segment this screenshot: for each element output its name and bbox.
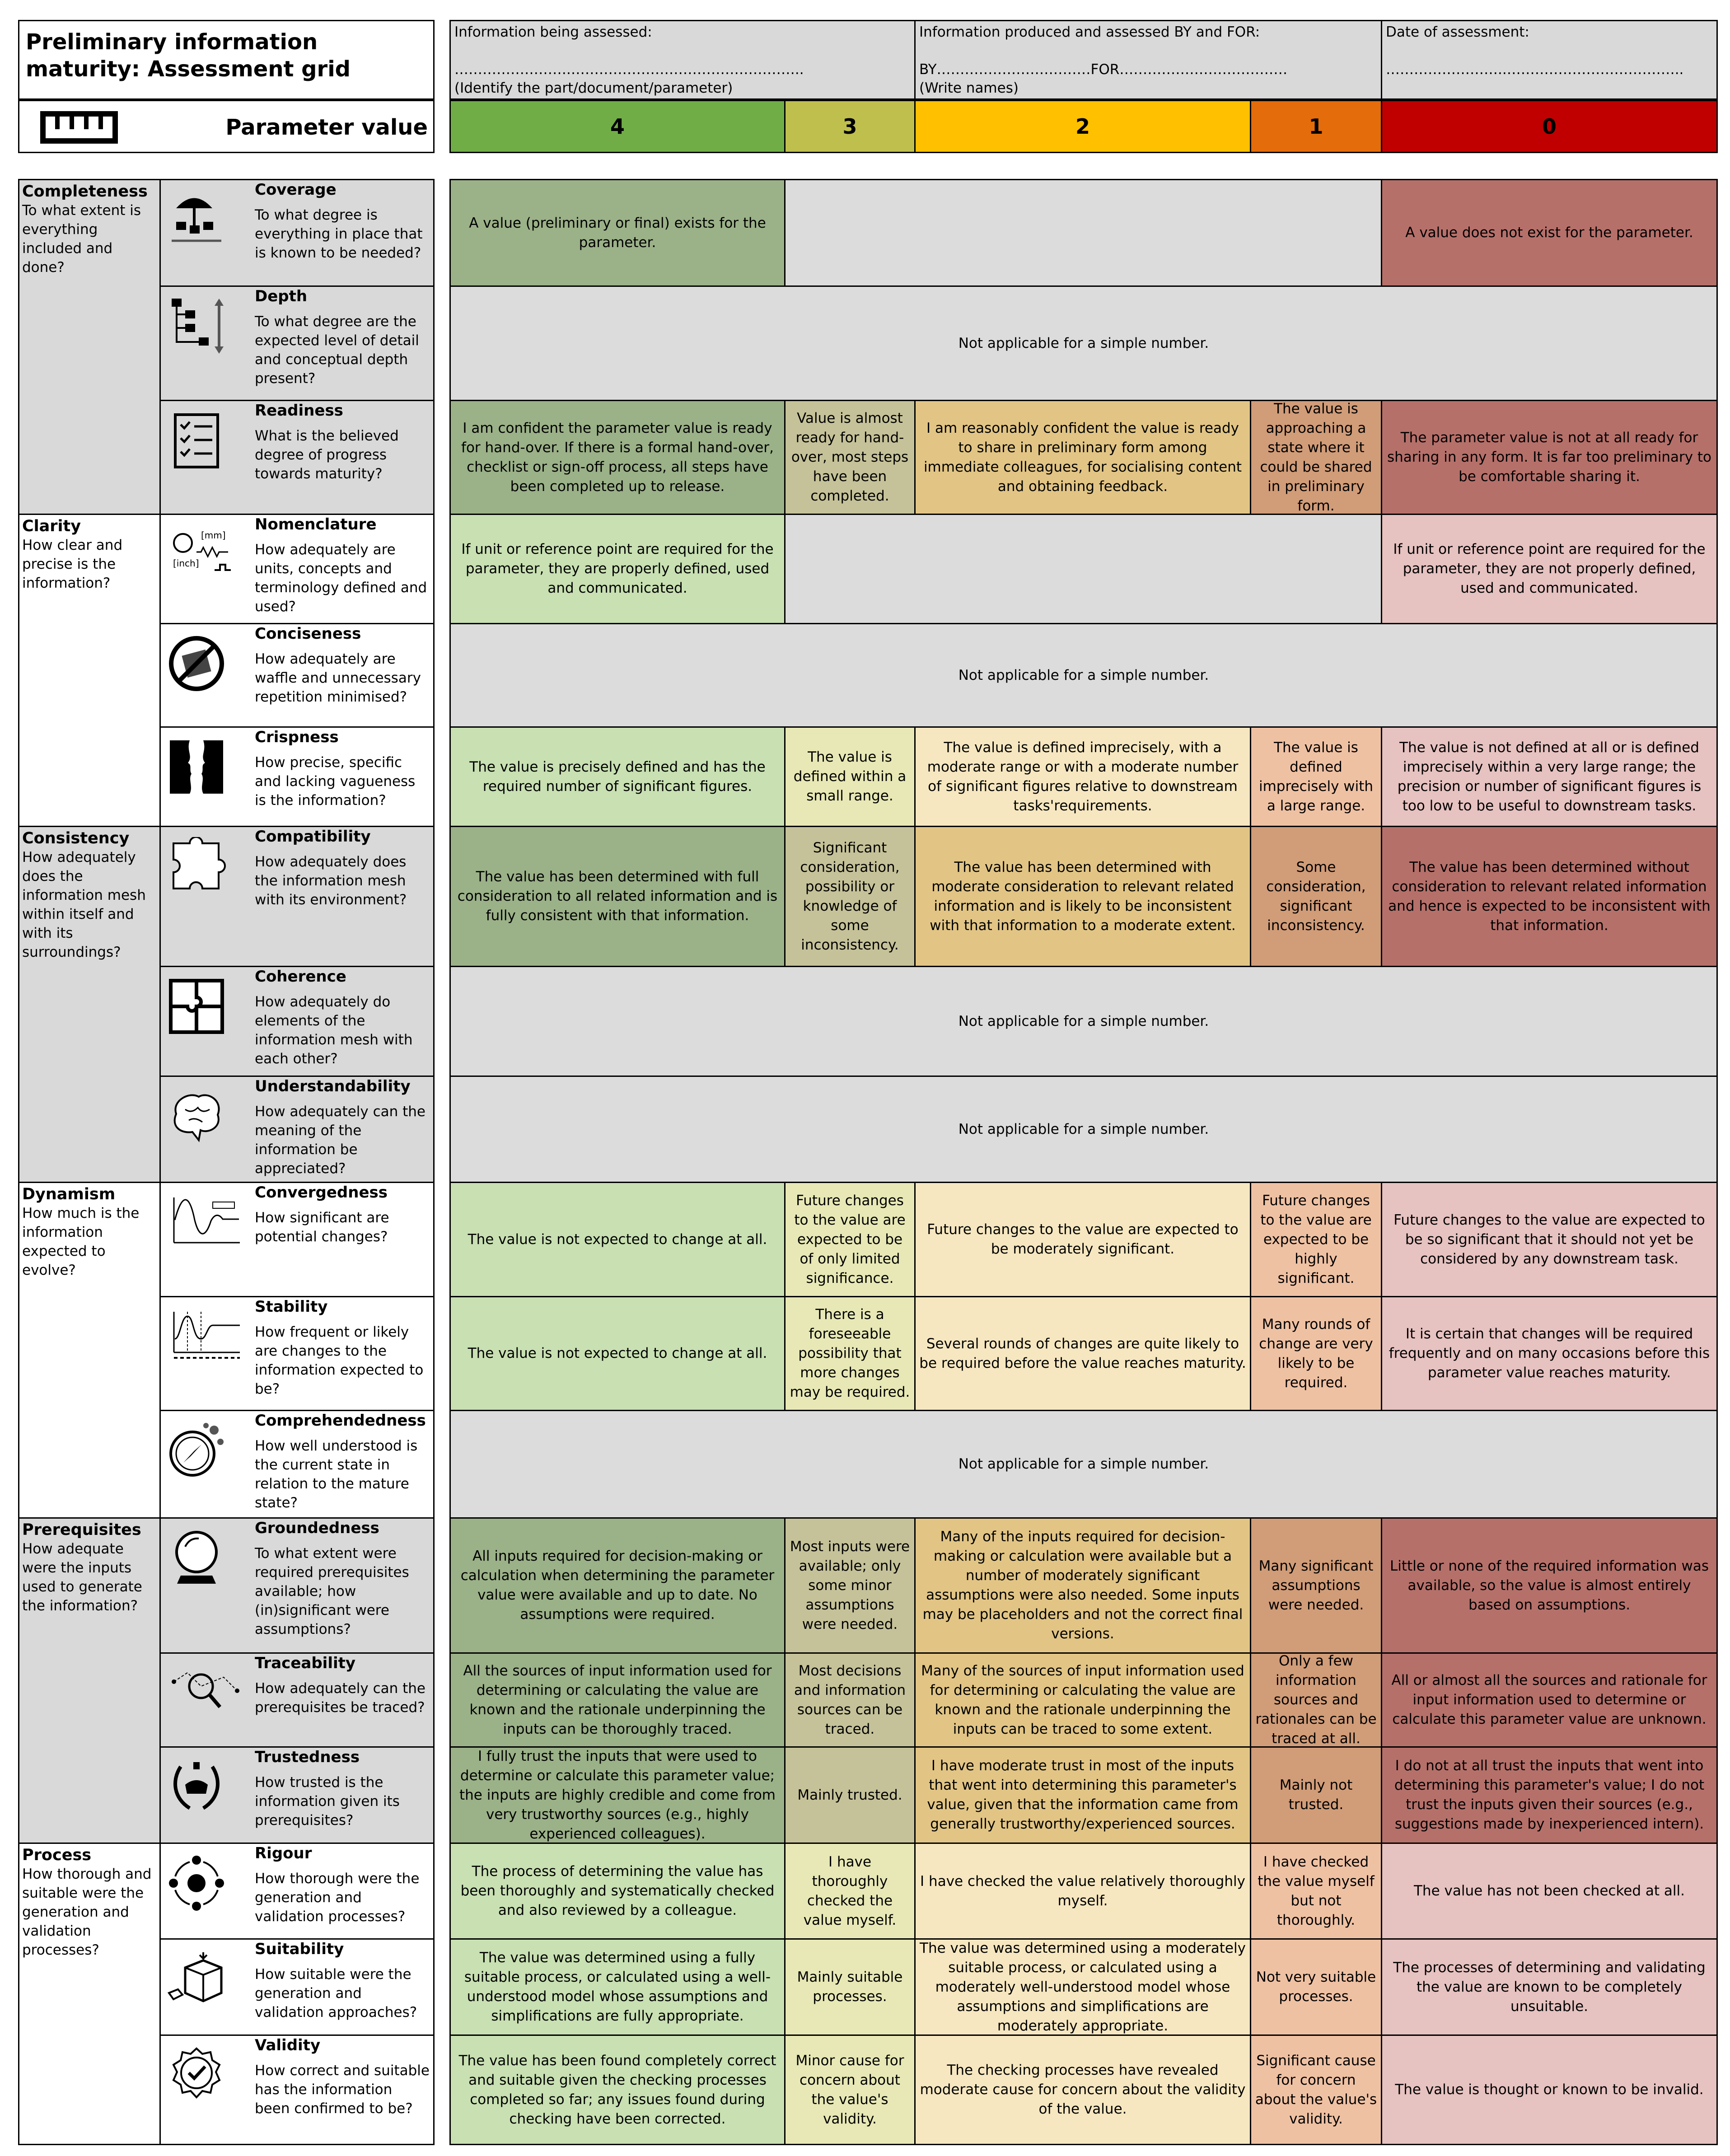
criterion-question: How adequately do elements of the information mesh with each other?: [255, 994, 413, 1067]
cell-text: Not applicable for a simple number.: [958, 1013, 1209, 1029]
cell-groundedness-2[interactable]: [914, 1517, 1251, 1654]
info-assessed-box[interactable]: [449, 20, 916, 100]
cell-text: The value has been determined without consideration to relevant related information and hence is expected to be inconsistent with that information.: [1388, 859, 1711, 934]
criterion-coherence: [159, 966, 435, 1077]
cell-text: The value is not expected to change at all.: [468, 1345, 767, 1361]
cell-coherence-na[interactable]: [449, 966, 1718, 1077]
cell-validity-1[interactable]: [1250, 2034, 1382, 2145]
process-cycle-icon: [167, 1854, 226, 1913]
criterion-stability: [159, 1296, 435, 1411]
cell-text: Many of the sources of input information used for determining or calculating the value are known and the rationale underpinning the inputs can be traced to some extent.: [921, 1662, 1244, 1737]
puzzle-piece-icon: [167, 837, 226, 896]
category-clarity: [18, 514, 161, 827]
cell-conciseness-na[interactable]: [449, 623, 1718, 728]
cell-text: Most decisions and information sources can be traced.: [794, 1662, 906, 1737]
criterion-question: To what degree is everything in place that is known to be needed?: [255, 207, 423, 261]
category-name: Dynamism: [22, 1185, 116, 1203]
cell-nomenclature-empty[interactable]: [784, 514, 1382, 624]
criterion-question: How precise, specific and lacking vagueness is the information?: [255, 754, 416, 809]
cell-readiness-4[interactable]: [449, 400, 786, 515]
cell-text: If unit or reference point are required for the parameter, they are properly defined, used and communicated.: [461, 541, 774, 596]
criterion-question: How adequately can the meaning of the information be appreciated?: [255, 1104, 426, 1177]
criterion-name: Coherence: [255, 968, 346, 986]
info-by-for-label: Information produced and assessed BY and FOR:: [919, 24, 1260, 40]
cell-trustedness-0[interactable]: [1381, 1746, 1718, 1844]
cell-text: A value (preliminary or final) exists for the parameter.: [469, 215, 766, 251]
cell-stability-4[interactable]: [449, 1296, 786, 1411]
criterion-question: To what extent were required prerequisites available; how (in)significant were assumptions?: [255, 1545, 409, 1637]
page-title: [26, 28, 351, 83]
category-question: How adequate were the inputs used to generate the information?: [22, 1541, 142, 1614]
cell-text: I am reasonably confident the value is ready to share in preliminary form among immediate colleagues, for socialising content and obtaining feedback.: [923, 420, 1242, 495]
score-2: [914, 100, 1251, 153]
cell-text: The checking processes have revealed moderate cause for concern about the validity of the value.: [920, 2062, 1246, 2117]
cell-suitability-1[interactable]: [1250, 1938, 1382, 2036]
cell-text: Many significant assumptions were needed.: [1258, 1557, 1374, 1613]
criterion-trustedness: [159, 1746, 435, 1844]
criterion-question: How thorough were the generation and validation processes?: [255, 1871, 420, 1925]
cell-text: Significant consideration, possibility or knowledge of some inconsistency.: [800, 839, 900, 953]
score-4-label: 4: [610, 114, 625, 139]
cell-compatibility-4[interactable]: [449, 826, 786, 967]
box-fit-icon: [167, 1950, 226, 2008]
cell-rigour-4[interactable]: [449, 1843, 786, 1940]
cell-validity-3[interactable]: [784, 2034, 916, 2145]
cell-text: All inputs required for decision-making or calculation when determining the parameter value were available and up to date. No assumptions were required.: [460, 1548, 775, 1623]
criterion-name: Compatibility: [255, 828, 371, 846]
criterion-question: How adequately are waffle and unnecessary repetition minimised?: [255, 651, 421, 705]
cell-rigour-2[interactable]: [914, 1843, 1251, 1940]
cell-suitability-2[interactable]: [914, 1938, 1251, 2036]
cell-compatibility-2[interactable]: [914, 826, 1251, 967]
parameter-box: [18, 100, 435, 153]
category-name: Prerequisites: [22, 1521, 141, 1539]
cell-text: The parameter value is not at all ready for sharing in any form. It is far too preliminary to be comfortable sharing it.: [1387, 430, 1712, 485]
criterion-question: How suitable were the generation and validation approaches?: [255, 1966, 417, 2020]
cell-compatibility-0[interactable]: [1381, 826, 1718, 967]
title-line-2: maturity: Assessment grid: [26, 56, 351, 82]
puzzle-grid-icon: [167, 977, 226, 1036]
cell-text: I have checked the value relatively thoroughly myself.: [920, 1873, 1245, 1909]
cell-convergedness-2[interactable]: [914, 1182, 1251, 1297]
category-name: Process: [22, 1846, 92, 1864]
criterion-name: Depth: [255, 287, 308, 305]
criterion-name: Readiness: [255, 402, 343, 420]
info-assessed-hint: (Identify the part/document/parameter): [454, 80, 733, 96]
check-badge-icon: [167, 2046, 226, 2105]
cell-groundedness-4[interactable]: [449, 1517, 786, 1654]
cell-text: The process of determining the value has been thoroughly and systematically checked and also reviewed by a colleague.: [460, 1863, 775, 1918]
changing-signal-icon: [167, 1307, 244, 1366]
cell-depth-na[interactable]: [449, 285, 1718, 401]
criterion-question: How trusted is the information given its prerequisites?: [255, 1774, 400, 1829]
cell-text: Minor cause for concern about the value's validity.: [795, 2052, 904, 2127]
cell-text: The value is defined within a small range.: [793, 749, 907, 804]
cell-suitability-3[interactable]: [784, 1938, 916, 2036]
criterion-nomenclature: [159, 514, 435, 624]
cell-rigour-3[interactable]: [784, 1843, 916, 1940]
criterion-name: Validity: [255, 2036, 321, 2054]
criterion-name: Stability: [255, 1298, 328, 1316]
criterion-name: Groundedness: [255, 1519, 379, 1537]
criterion-rigour: [159, 1843, 435, 1940]
criterion-question: How adequately are units, concepts and terminology defined and used?: [255, 542, 427, 615]
cell-groundedness-0[interactable]: [1381, 1517, 1718, 1654]
cell-crispness-0[interactable]: [1381, 726, 1718, 827]
cell-text: Future changes to the value are expected to be of only limited significance.: [794, 1192, 906, 1286]
cell-trustedness-4[interactable]: [449, 1746, 786, 1844]
score-3: [784, 100, 916, 153]
cell-validity-0[interactable]: [1381, 2034, 1718, 2145]
criterion-question: To what degree are the expected level of detail and conceptual depth present?: [255, 313, 419, 387]
date-label: Date of assessment:: [1386, 24, 1529, 40]
criterion-question: What is the believed degree of progress towards maturity?: [255, 428, 399, 482]
date-box[interactable]: [1381, 20, 1718, 100]
score-3-label: 3: [842, 114, 857, 139]
cell-readiness-2[interactable]: [914, 400, 1251, 515]
category-name: Completeness: [22, 182, 148, 201]
cell-rigour-1[interactable]: [1250, 1843, 1382, 1940]
category-dynamism: [18, 1182, 161, 1519]
cell-traceability-4[interactable]: [449, 1652, 786, 1748]
cell-coverage-empty[interactable]: [784, 179, 1382, 287]
category-question: How clear and precise is the information?: [22, 537, 123, 591]
criterion-question: How frequent or likely are changes to the information expected to be?: [255, 1324, 424, 1397]
svg-text:[inch]: [inch]: [173, 558, 199, 569]
cell-text: Future changes to the value are expected to be moderately significant.: [927, 1221, 1239, 1257]
cell-text: Not applicable for a simple number.: [958, 1121, 1209, 1137]
cell-nomenclature-4[interactable]: [449, 514, 786, 624]
cell-traceability-3[interactable]: [784, 1652, 916, 1748]
cell-comprehendedness-na[interactable]: [449, 1410, 1718, 1519]
cell-validity-2[interactable]: [914, 2034, 1251, 2145]
crystal-ball-icon: [167, 1529, 226, 1587]
category-question: To what extent is everything included and done?: [22, 202, 141, 276]
cell-text: I do not at all trust the inputs that went into determining this parameter's value; I do not trust the inputs given their sources (e.g., suggestions made by inexperienced intern).: [1394, 1758, 1705, 1832]
cell-text: I have moderate trust in most of the inputs that went into determining this parameter's value, given that the information came from generally trustworthy/experienced sources.: [927, 1758, 1239, 1832]
laurel-handshake-icon: [167, 1758, 226, 1816]
score-4: [449, 100, 786, 153]
criterion-name: Crispness: [255, 728, 339, 746]
cell-trustedness-2[interactable]: [914, 1746, 1251, 1844]
category-process: [18, 1843, 161, 2145]
criterion-question: How well understood is the current state in relation to the mature state?: [255, 1438, 418, 1511]
category-completeness: [18, 179, 161, 515]
ruler-icon: [39, 109, 119, 145]
criterion-question: How correct and suitable has the information been confirmed to be?: [255, 2062, 430, 2117]
criterion-understandability: [159, 1076, 435, 1183]
score-0: [1381, 100, 1718, 153]
cell-text: The processes of determining and validating the value are known to be completely unsuitable.: [1393, 1959, 1706, 2015]
info-assessed-label: Information being assessed:: [454, 24, 652, 40]
cell-readiness-1[interactable]: [1250, 400, 1382, 515]
category-name: Consistency: [22, 829, 130, 847]
criterion-depth: [159, 285, 435, 401]
cell-text: I have thoroughly checked the value myself.: [803, 1853, 897, 1928]
cell-trustedness-1[interactable]: [1250, 1746, 1382, 1844]
cell-text: Mainly not trusted.: [1279, 1777, 1353, 1813]
category-name: Clarity: [22, 517, 81, 535]
cell-stability-0[interactable]: [1381, 1296, 1718, 1411]
cell-text: Not applicable for a simple number.: [958, 667, 1209, 683]
criterion-crispness: [159, 726, 435, 827]
cell-convergedness-0[interactable]: [1381, 1182, 1718, 1297]
magnifier-trace-icon: [167, 1664, 244, 1722]
cell-text: Many rounds of change are very likely to be required.: [1259, 1316, 1373, 1391]
info-by-for-field[interactable]: BY……………………………FOR………………………………: [919, 61, 1288, 78]
category-prerequisites: [18, 1517, 161, 1844]
cell-stability-1[interactable]: [1250, 1296, 1382, 1411]
cell-rigour-0[interactable]: [1381, 1843, 1718, 1940]
criterion-conciseness: [159, 623, 435, 728]
cell-text: Some consideration, significant inconsistency.: [1266, 859, 1366, 934]
cell-text: Little or none of the required information was available, so the value is almost entirely based on assumptions.: [1390, 1557, 1709, 1613]
info-assessed-field[interactable]: …………………….…………………………………………..: [454, 61, 804, 78]
cell-text: The value is defined imprecisely with a large range.: [1258, 739, 1374, 814]
criterion-name: Understandability: [255, 1077, 411, 1095]
cell-text: All the sources of input information used for determining or calculating the value are known and the rationale underpinning the inputs can be thoroughly traced.: [463, 1662, 772, 1737]
cell-readiness-0[interactable]: [1381, 400, 1718, 515]
cell-text: A value does not exist for the parameter.: [1405, 224, 1693, 241]
cell-text: The value is not defined at all or is defined imprecisely within a very large range; the precision or number of significant figures is too low to be useful to downstream tasks.: [1397, 739, 1702, 814]
damped-wave-icon: [167, 1193, 244, 1252]
cell-compatibility-1[interactable]: [1250, 826, 1382, 967]
cell-suitability-0[interactable]: [1381, 1938, 1718, 2036]
cell-text: Future changes to the value are expected to be highly significant.: [1260, 1192, 1372, 1286]
cell-text: Not applicable for a simple number.: [958, 335, 1209, 351]
cell-coverage-4[interactable]: [449, 179, 786, 287]
cell-text: Future changes to the value are expected to be so significant that it should not yet be considered by any downstream task.: [1393, 1211, 1705, 1267]
checklist-icon: [167, 411, 226, 470]
cell-text: I am confident the parameter value is ready for hand-over. If there is a formal hand-over, checklist or sign-off process, all steps have been completed up to release.: [461, 420, 774, 495]
criterion-name: Nomenclature: [255, 515, 377, 533]
cell-text: Only a few information sources and rationales can be traced at all.: [1255, 1653, 1377, 1747]
cell-crispness-4[interactable]: [449, 726, 786, 827]
cell-stability-2[interactable]: [914, 1296, 1251, 1411]
cell-text: If unit or reference point are required for the parameter, they are not properly defined, used and communicated.: [1393, 541, 1706, 596]
criterion-groundedness: [159, 1517, 435, 1654]
info-by-for-box[interactable]: [914, 20, 1382, 100]
cell-traceability-1[interactable]: [1250, 1652, 1382, 1748]
criterion-name: Coverage: [255, 181, 337, 199]
cell-text: Several rounds of changes are quite likely to be required before the value reaches maturity.: [919, 1335, 1246, 1371]
cell-text: Mainly suitable processes.: [797, 1969, 903, 2005]
cell-text: The value was determined using a moderately suitable process, or calculated using a moderately well-understood model whose assumptions and simplifications are moderately appropriate.: [920, 1940, 1246, 2034]
compass-icon: [167, 1421, 226, 1480]
criterion-convergedness: [159, 1182, 435, 1297]
cell-text: The value has been found completely correct and suitable given the checking processes completed so far; any issues found during checking have been corrected.: [458, 2052, 776, 2127]
criterion-name: Convergedness: [255, 1183, 388, 1202]
category-question: How thorough and suitable were the generation and validation processes?: [22, 1866, 152, 1958]
cell-readiness-3[interactable]: [784, 400, 916, 515]
criterion-question: How adequately can the prerequisites be traced?: [255, 1680, 426, 1716]
cell-text: Many of the inputs required for decision-making or calculation were available but a number of moderately significant assumptions were also needed. Some inputs may be placeholders and not the correct final versions.: [922, 1529, 1243, 1642]
cell-traceability-2[interactable]: [914, 1652, 1251, 1748]
criterion-name: Comprehendedness: [255, 1412, 426, 1430]
title-box: [18, 20, 435, 100]
umbrella-coverage-icon: [167, 190, 226, 249]
criterion-validity: [159, 2034, 435, 2145]
cell-text: All or almost all the sources and rationale for input information used to determine or calculate this parameter value are unknown.: [1391, 1672, 1707, 1727]
category-consistency: [18, 826, 161, 1183]
hierarchy-depth-icon: [167, 297, 226, 355]
criterion-compatibility: [159, 826, 435, 967]
no-waffle-icon: [167, 634, 226, 693]
score-1: [1250, 100, 1382, 153]
cell-text: The value was determined using a fully suitable process, or calculated using a well-understood model whose assumptions and simplifications are fully appropriate.: [464, 1950, 771, 2024]
category-question: How adequately does the information mesh within itself and with its surroundings?: [22, 849, 146, 960]
cell-text: Not applicable for a simple number.: [958, 1456, 1209, 1472]
cell-crispness-3[interactable]: [784, 726, 916, 827]
cell-text: Mainly trusted.: [797, 1787, 902, 1803]
criterion-name: Conciseness: [255, 625, 361, 643]
cell-nomenclature-0[interactable]: [1381, 514, 1718, 624]
parameter-label: Parameter value: [225, 115, 428, 140]
cell-text: There is a foreseeable possibility that more changes may be required.: [790, 1306, 910, 1400]
score-2-label: 2: [1075, 114, 1090, 139]
cell-text: The value is precisely defined and has the required number of significant figures.: [469, 758, 766, 795]
cell-suitability-4[interactable]: [449, 1938, 786, 2036]
cell-groundedness-3[interactable]: [784, 1517, 916, 1654]
cell-crispness-2[interactable]: [914, 726, 1251, 827]
cell-text: Most inputs were available; only some minor assumptions were needed.: [790, 1538, 910, 1632]
brain-icon: [167, 1087, 226, 1146]
criterion-name: Rigour: [255, 1844, 312, 1862]
cell-text: The value is defined imprecisely, with a moderate range or with a moderate number of significant figures relative to downstream tasks'requirements.: [927, 739, 1239, 814]
criterion-name: Suitability: [255, 1940, 344, 1958]
cell-text: The value has been determined with full consideration to all related information and is fully consistent with that information.: [457, 869, 778, 924]
cell-text: I have checked the value myself but not thoroughly.: [1258, 1853, 1375, 1928]
criterion-suitability: [159, 1938, 435, 2036]
cell-crispness-1[interactable]: [1250, 726, 1382, 827]
cell-text: The value has been determined with moderate consideration to relevant related information and is likely to be inconsistent with that information to a moderate extent.: [930, 859, 1236, 934]
cell-convergedness-1[interactable]: [1250, 1182, 1382, 1297]
criterion-question: How adequately does the information mesh with its environment?: [255, 854, 407, 908]
criterion-question: How significant are potential changes?: [255, 1210, 389, 1245]
title-line-1: Preliminary information: [26, 29, 318, 55]
cell-text: The value is thought or known to be invalid.: [1395, 2081, 1704, 2098]
cell-text: I fully trust the inputs that were used to determine or calculate this parameter value; the inputs are highly credible and come from very trustworthy sources (e.g., highly experienced colleagues).: [459, 1748, 776, 1842]
cell-groundedness-1[interactable]: [1250, 1517, 1382, 1654]
cell-convergedness-4[interactable]: [449, 1182, 786, 1297]
date-field[interactable]: ……………………..………………………………..: [1386, 61, 1684, 78]
cell-convergedness-3[interactable]: [784, 1182, 916, 1297]
svg-text:[mm]: [mm]: [201, 530, 226, 541]
criterion-coverage: [159, 179, 435, 287]
cell-traceability-0[interactable]: [1381, 1652, 1718, 1748]
criterion-readiness: [159, 400, 435, 515]
criterion-comprehendedness: [159, 1410, 435, 1519]
score-1-label: 1: [1309, 114, 1323, 139]
cell-text: The value has not been checked at all.: [1414, 1883, 1685, 1899]
cell-validity-4[interactable]: [449, 2034, 786, 2145]
info-by-for-hint: (Write names): [919, 80, 1019, 96]
score-0-label: 0: [1542, 114, 1557, 139]
cell-understandability-na[interactable]: [449, 1076, 1718, 1183]
cell-text: Value is almost ready for hand-over, most steps have been completed.: [791, 410, 909, 504]
cell-text: Significant cause for concern about the value's validity.: [1255, 2052, 1377, 2127]
cell-coverage-0[interactable]: [1381, 179, 1718, 287]
faces-vase-icon: [167, 738, 226, 796]
cell-stability-3[interactable]: [784, 1296, 916, 1411]
units-circuit-icon: [167, 525, 244, 584]
category-question: How much is the information expected to evolve?: [22, 1205, 140, 1278]
cell-text: It is certain that changes will be required frequently and on many occasions before this parameter value reaches maturity.: [1389, 1326, 1710, 1381]
cell-trustedness-3[interactable]: [784, 1746, 916, 1844]
criterion-name: Trustedness: [255, 1748, 360, 1766]
criterion-name: Traceability: [255, 1654, 356, 1672]
cell-compatibility-3[interactable]: [784, 826, 916, 967]
cell-text: The value is approaching a state where it could be shared in preliminary form.: [1260, 400, 1372, 514]
cell-text: Not very suitable processes.: [1256, 1969, 1376, 2005]
criterion-traceability: [159, 1652, 435, 1748]
cell-text: The value is not expected to change at all.: [468, 1231, 767, 1248]
